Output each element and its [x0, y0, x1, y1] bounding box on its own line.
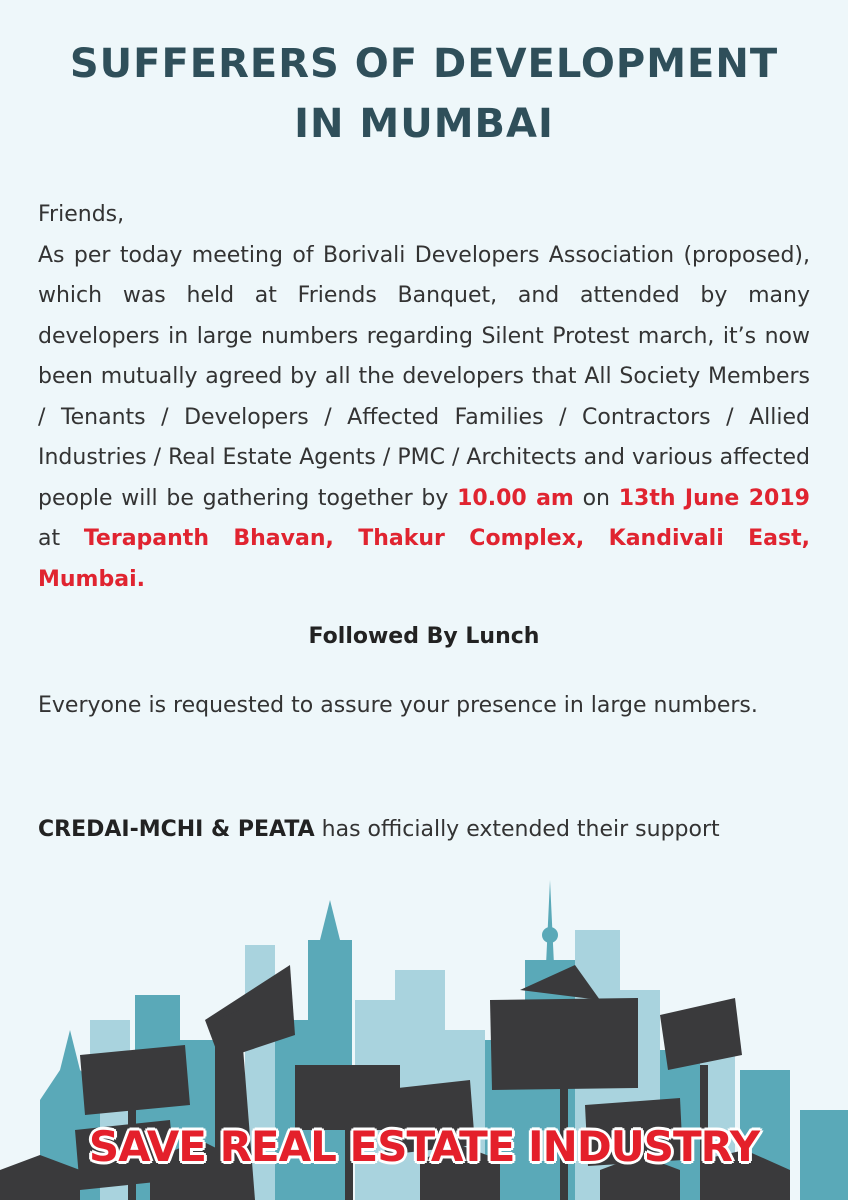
letter-body	[38, 195, 810, 600]
on-word: on	[582, 485, 610, 511]
support-orgs: CREDAI-MCHI & PEATA	[38, 817, 315, 842]
support-line	[38, 810, 810, 850]
flyer-title	[0, 34, 848, 154]
title-line-1: SUFFERERS OF DEVELOPMENT	[69, 41, 779, 87]
main-paragraph	[38, 236, 810, 601]
support-text: has officially extended their support	[321, 817, 720, 842]
request-text: Everyone is requested to assure your presence in large numbers.	[38, 693, 758, 718]
title-line-2: IN MUMBAI	[294, 101, 554, 147]
event-date: 13th June 2019	[618, 485, 810, 511]
event-venue: Terapanth Bhavan, Thakur Complex, Kandivali East, Mumbai.	[38, 526, 810, 592]
event-time: 10.00 am	[457, 485, 574, 511]
lunch-note: Followed By Lunch	[308, 624, 540, 649]
greeting: Friends,	[38, 202, 125, 227]
save-banner: SAVE REAL ESTATE INDUSTRY	[88, 1122, 760, 1171]
paragraph-text: As per today meeting of Borivali Developers Association (proposed), which was held at Friends Banquet, and attended by many developers in large numbers regarding Silent Protest march, it’s now been mutually agreed by all the developers that All Society Members / Tenants / Developers / Affected Families / Contractors / Allied Industries / Real Estate Agents / PMC / Architects and various affected people will be gathering together by	[38, 242, 810, 511]
at-word: at	[38, 526, 61, 551]
